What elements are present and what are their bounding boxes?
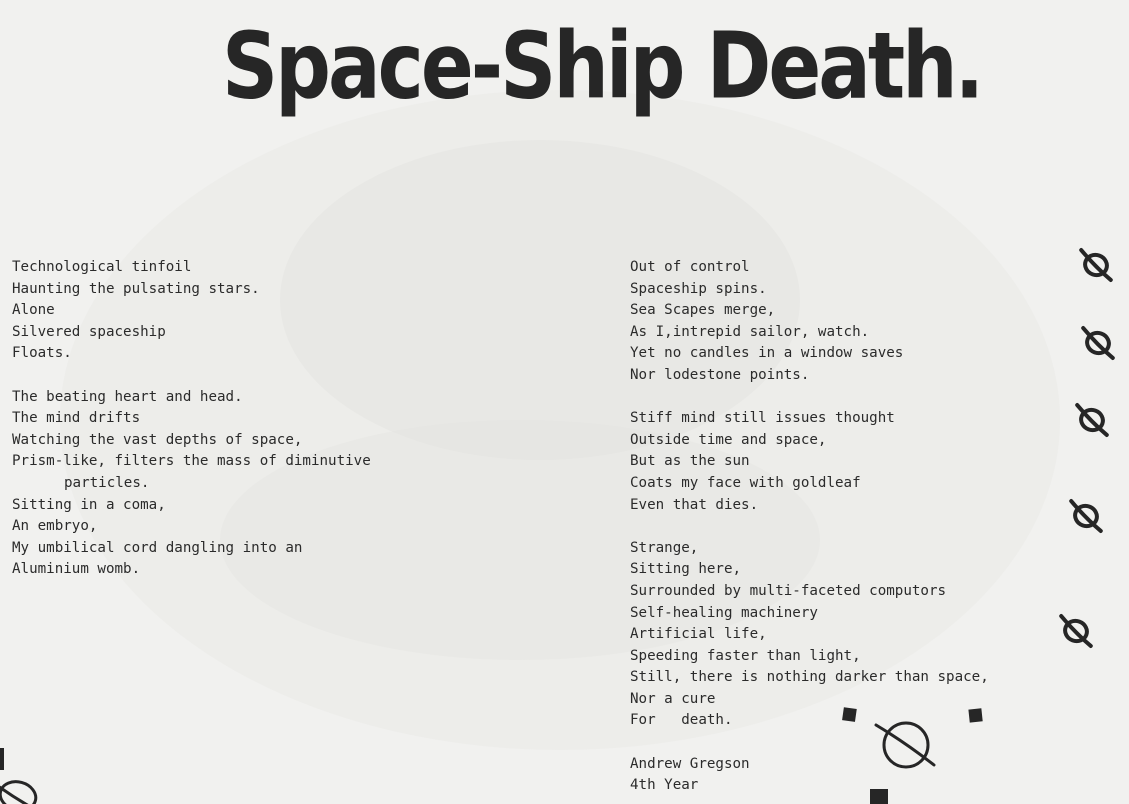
poem-line: Surrounded by multi-faceted computors (630, 582, 947, 599)
poem-line: Technological tinfoil (12, 259, 192, 275)
poem-line: Spaceship spins. (630, 280, 767, 297)
author-signature (630, 754, 1100, 797)
poem-line: Sitting here, (630, 561, 742, 578)
poem-line: An embryo, (12, 518, 98, 535)
poem-line: Nor a cure (630, 690, 716, 707)
poem-line: Silvered spaceship (12, 323, 166, 340)
poem-line: For death. (630, 712, 733, 729)
poem-line: Outside time and space, (630, 431, 827, 448)
poem-line: Watching the vast depths of space, (12, 431, 303, 448)
poem-line: Still, there is nothing darker than space, (630, 669, 989, 686)
poem-left-column (12, 257, 512, 603)
poem-line: Aluminium womb. (12, 561, 141, 578)
poem-right-column (630, 257, 1100, 797)
poem-line: Artificial life, (630, 626, 767, 643)
poem-line: The beating heart and head. (12, 388, 243, 405)
author-year: 4th Year (630, 777, 699, 794)
poem-line: Alone (12, 302, 55, 319)
stanza (12, 257, 512, 365)
poem-line: Even that dies. (630, 496, 759, 513)
author-name: Andrew Gregson (630, 755, 750, 772)
poem-line: Strange, (630, 539, 699, 556)
poem-line: Haunting the pulsating stars. (12, 280, 260, 297)
poem-line: Prism-like, filters the mass of diminutive (12, 453, 371, 470)
poem-line: Stiff mind still issues thought (630, 410, 895, 427)
poem-line: Out of control (630, 259, 750, 275)
poem-line: Sea Scapes merge, (630, 302, 776, 319)
poem-line: Coats my face with goldleaf (630, 474, 861, 491)
poem-line: Floats. (12, 345, 72, 362)
poem-line: Nor lodestone points. (630, 366, 810, 383)
stanza (12, 387, 512, 581)
poem-line: But as the sun (630, 453, 750, 470)
poem-line: Self-healing machinery (630, 604, 818, 621)
stanza (630, 408, 1100, 516)
poem-title: Space-Ship Death. (222, 13, 982, 121)
stanza (630, 257, 1100, 387)
poem-line: Speeding faster than light, (630, 647, 861, 664)
poem-line: particles. (64, 474, 150, 491)
poem-line: The mind drifts (12, 410, 141, 427)
poem-line: Sitting in a coma, (12, 496, 166, 513)
poem-line: My umbilical cord dangling into an (12, 539, 303, 556)
poem-line: As I,intrepid sailor, watch. (630, 323, 870, 340)
stanza (630, 538, 1100, 732)
poem-line: Yet no candles in a window saves (630, 345, 904, 362)
